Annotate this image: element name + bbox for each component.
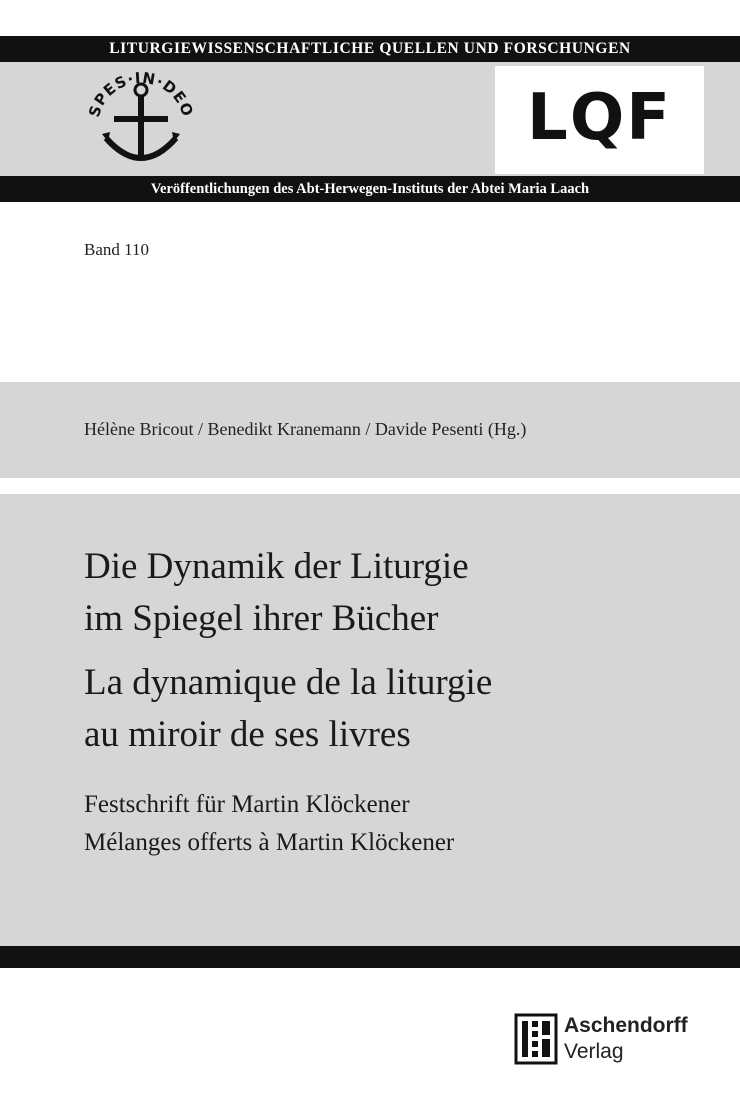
bottom-bar	[0, 946, 740, 968]
anchor-icon	[76, 66, 206, 174]
series-title-bar: LITURGIEWISSENSCHAFTLICHE QUELLEN UND FORSCHUNGEN	[0, 36, 740, 62]
subtitle-de: Festschrift für Martin Klöckener	[84, 791, 410, 818]
publisher-imprint: Verlag	[564, 1040, 624, 1063]
title-fr-line1: La dynamique de la liturgie	[84, 662, 493, 703]
title-de-line1: Die Dynamik der Liturgie	[84, 546, 469, 587]
editors-line: Hélène Bricout / Benedikt Kranemann / Davide Pesenti (Hg.)	[84, 419, 527, 439]
title-fr-line2: au miroir de ses livres	[84, 714, 411, 755]
volume-number: Band 110	[84, 240, 150, 259]
title-de-line2: im Spiegel ihrer Bücher	[84, 598, 439, 639]
series-abbreviation: LQF	[527, 81, 672, 155]
subtitle-fr: Mélanges offerts à Martin Klöckener	[84, 829, 455, 856]
anchor-logo	[76, 66, 206, 174]
publisher-mark-icon	[514, 1013, 558, 1065]
institute-bar: Veröffentlichungen des Abt-Herwegen-Instituts der Abtei Maria Laach	[0, 176, 740, 202]
svg-text:SPES·IN·DEO: SPES·IN·DEO	[85, 68, 197, 120]
publisher-logo	[514, 1013, 558, 1065]
publisher-name: Aschendorff	[564, 1014, 688, 1037]
